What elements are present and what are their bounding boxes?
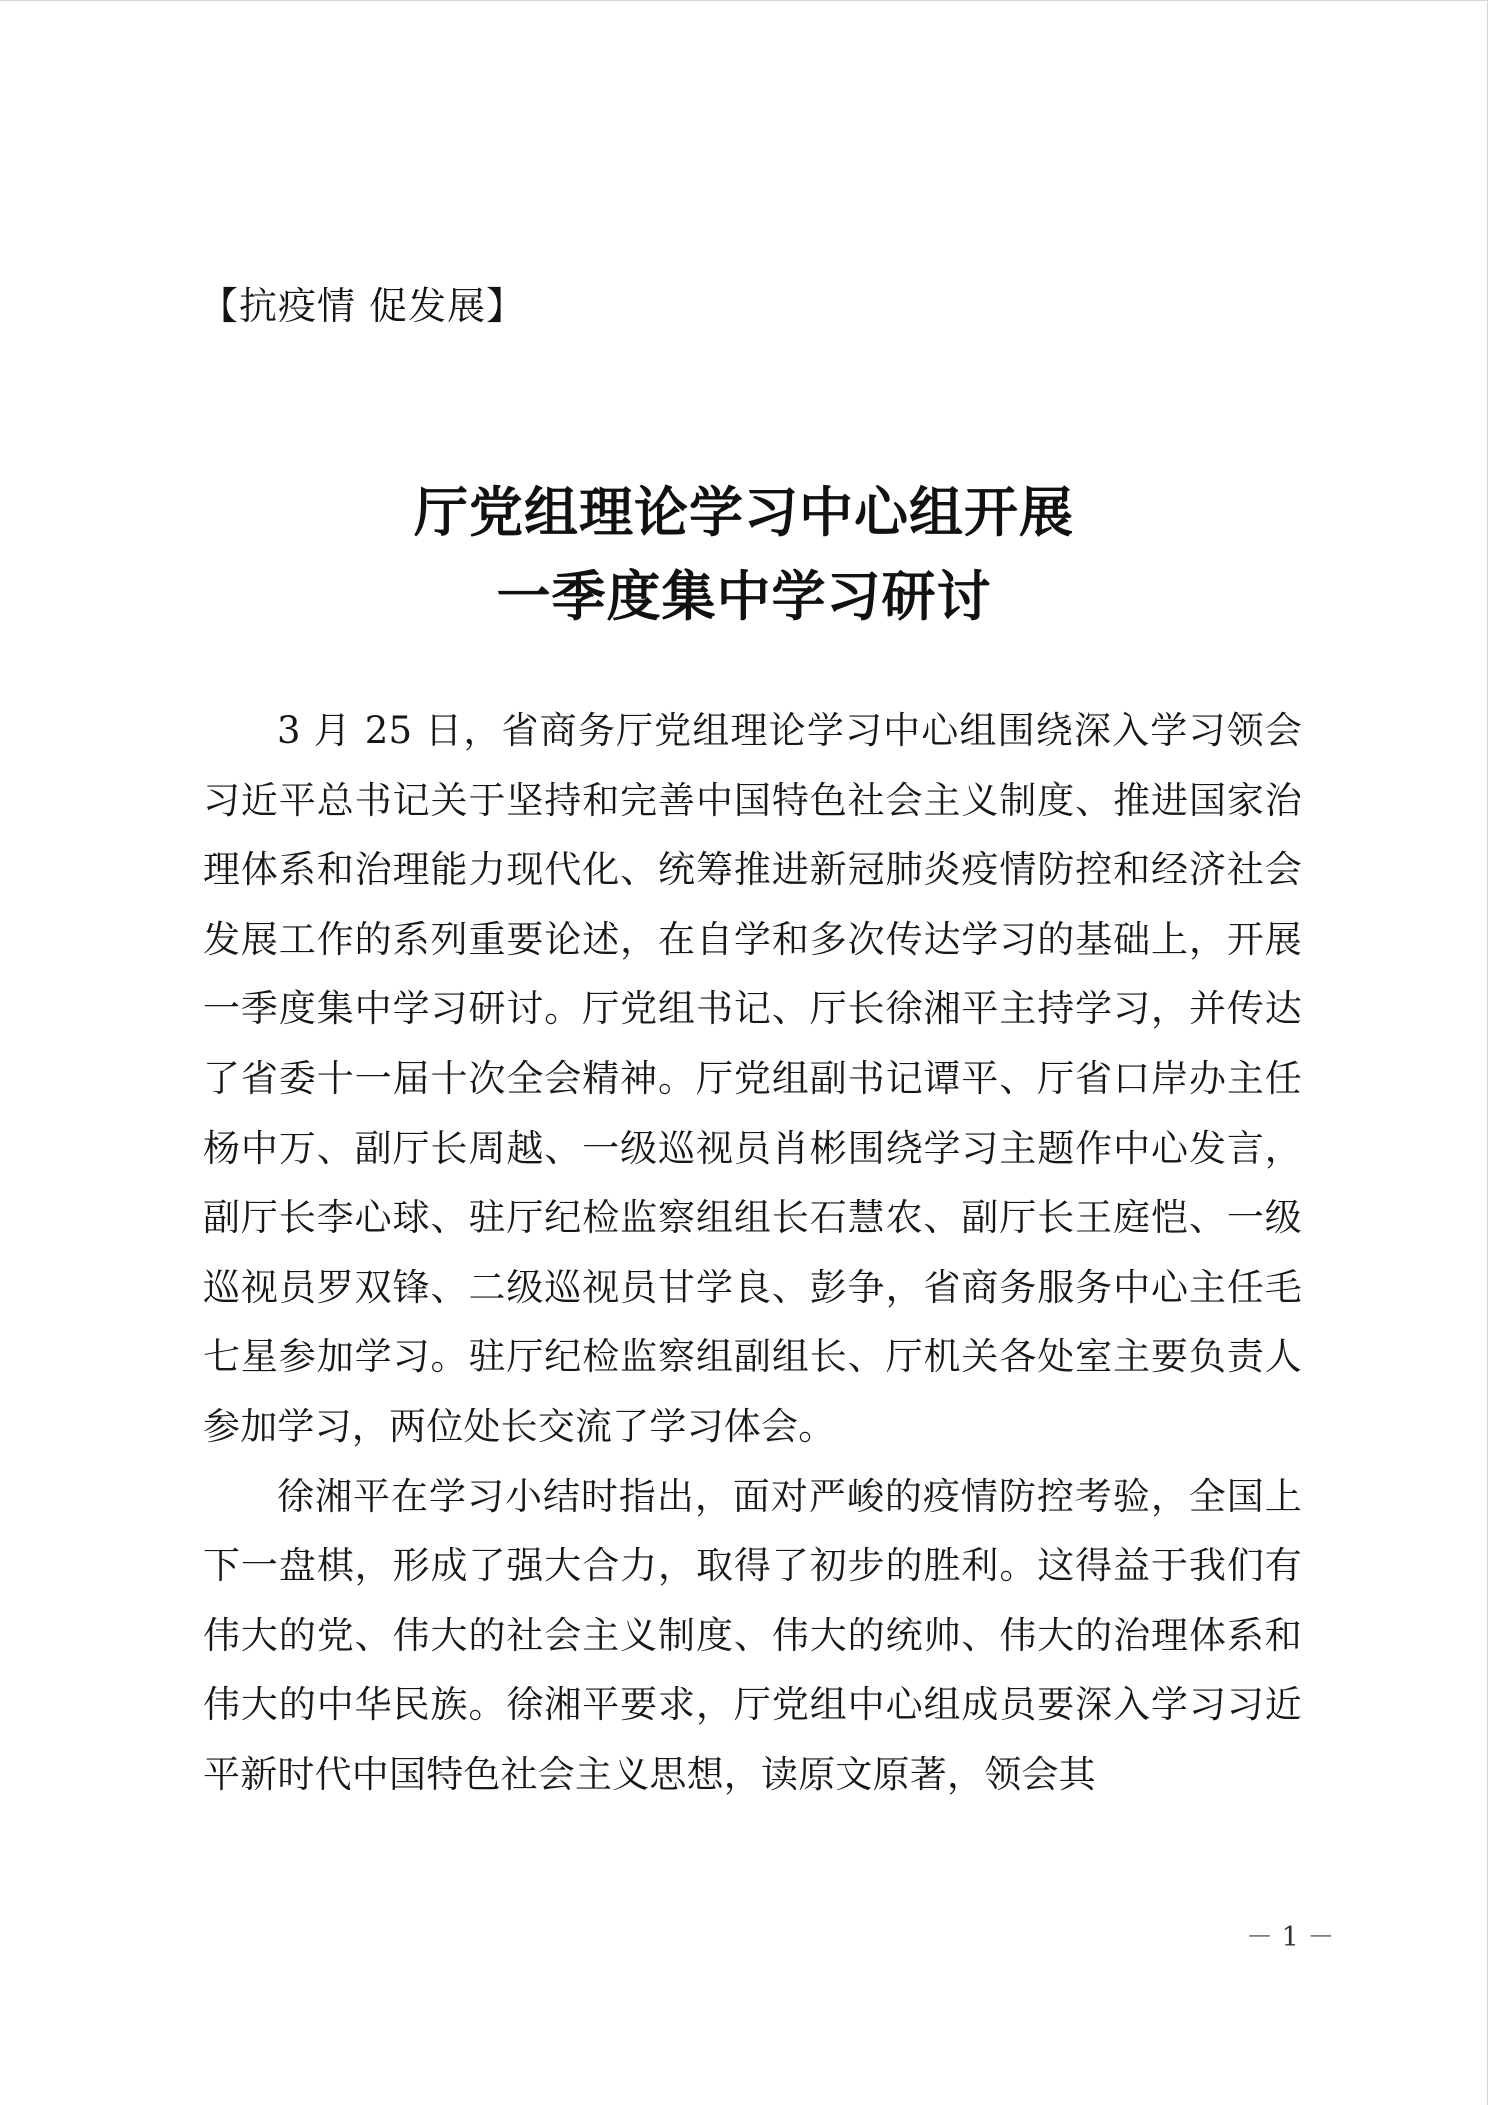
paragraph-2: 徐湘平在学习小结时指出，面对严峻的疫情防控考验，全国上下一盘棋，形成了强大合力，取得了初步的胜利。这得益于我们有伟大的党、伟大的社会主义制度、伟大的统帅、伟大的治理体系和伟大的中华民族。徐湘平要求，厅党组中心组成员要深入学习习近平新时代中国特色社会主义思想，读原文原著，领会其 (203, 1474, 1302, 1796)
page-top-border (0, 0, 1487, 1)
title-line-2: 一季度集中学习研讨 (496, 564, 992, 628)
section-tag: 【抗疫情 促发展】 (200, 284, 526, 328)
page-number: － 1 － (1246, 1922, 1335, 1953)
title-line-1: 厅党组理论学习中心组开展 (414, 480, 1074, 544)
article-body (203, 696, 1302, 1810)
paragraph-1: 3 月 25 日，省商务厅党组理论学习中心组围绕深入学习领会习近平总书记关于坚持和完善中国特色社会主义制度、推进国家治理体系和治理能力现代化、统筹推进新冠肺炎疫情防控和经济社会发展工作的系列重要论述，在自学和多次传达学习的基础上，开展一季度集中学习研讨。厅党组书记、厅长徐湘平主持学习，并传达了省委十一届十次全会精神。厅党组副书记谭平、厅省口岸办主任杨中万、副厅长周越、一级巡视员肖彬围绕学习主题作中心发言，副厅长李心球、驻厅纪检监察组组长石慧农、副厅长王庭恺、一级巡视员罗双锋、二级巡视员甘学良、彭争，省商务服务中心主任毛七星参加学习。驻厅纪检监察组副组长、厅机关各处室主要负责人参加学习，两位处长交流了学习体会。 (203, 709, 1302, 1448)
article-title (0, 470, 1488, 638)
